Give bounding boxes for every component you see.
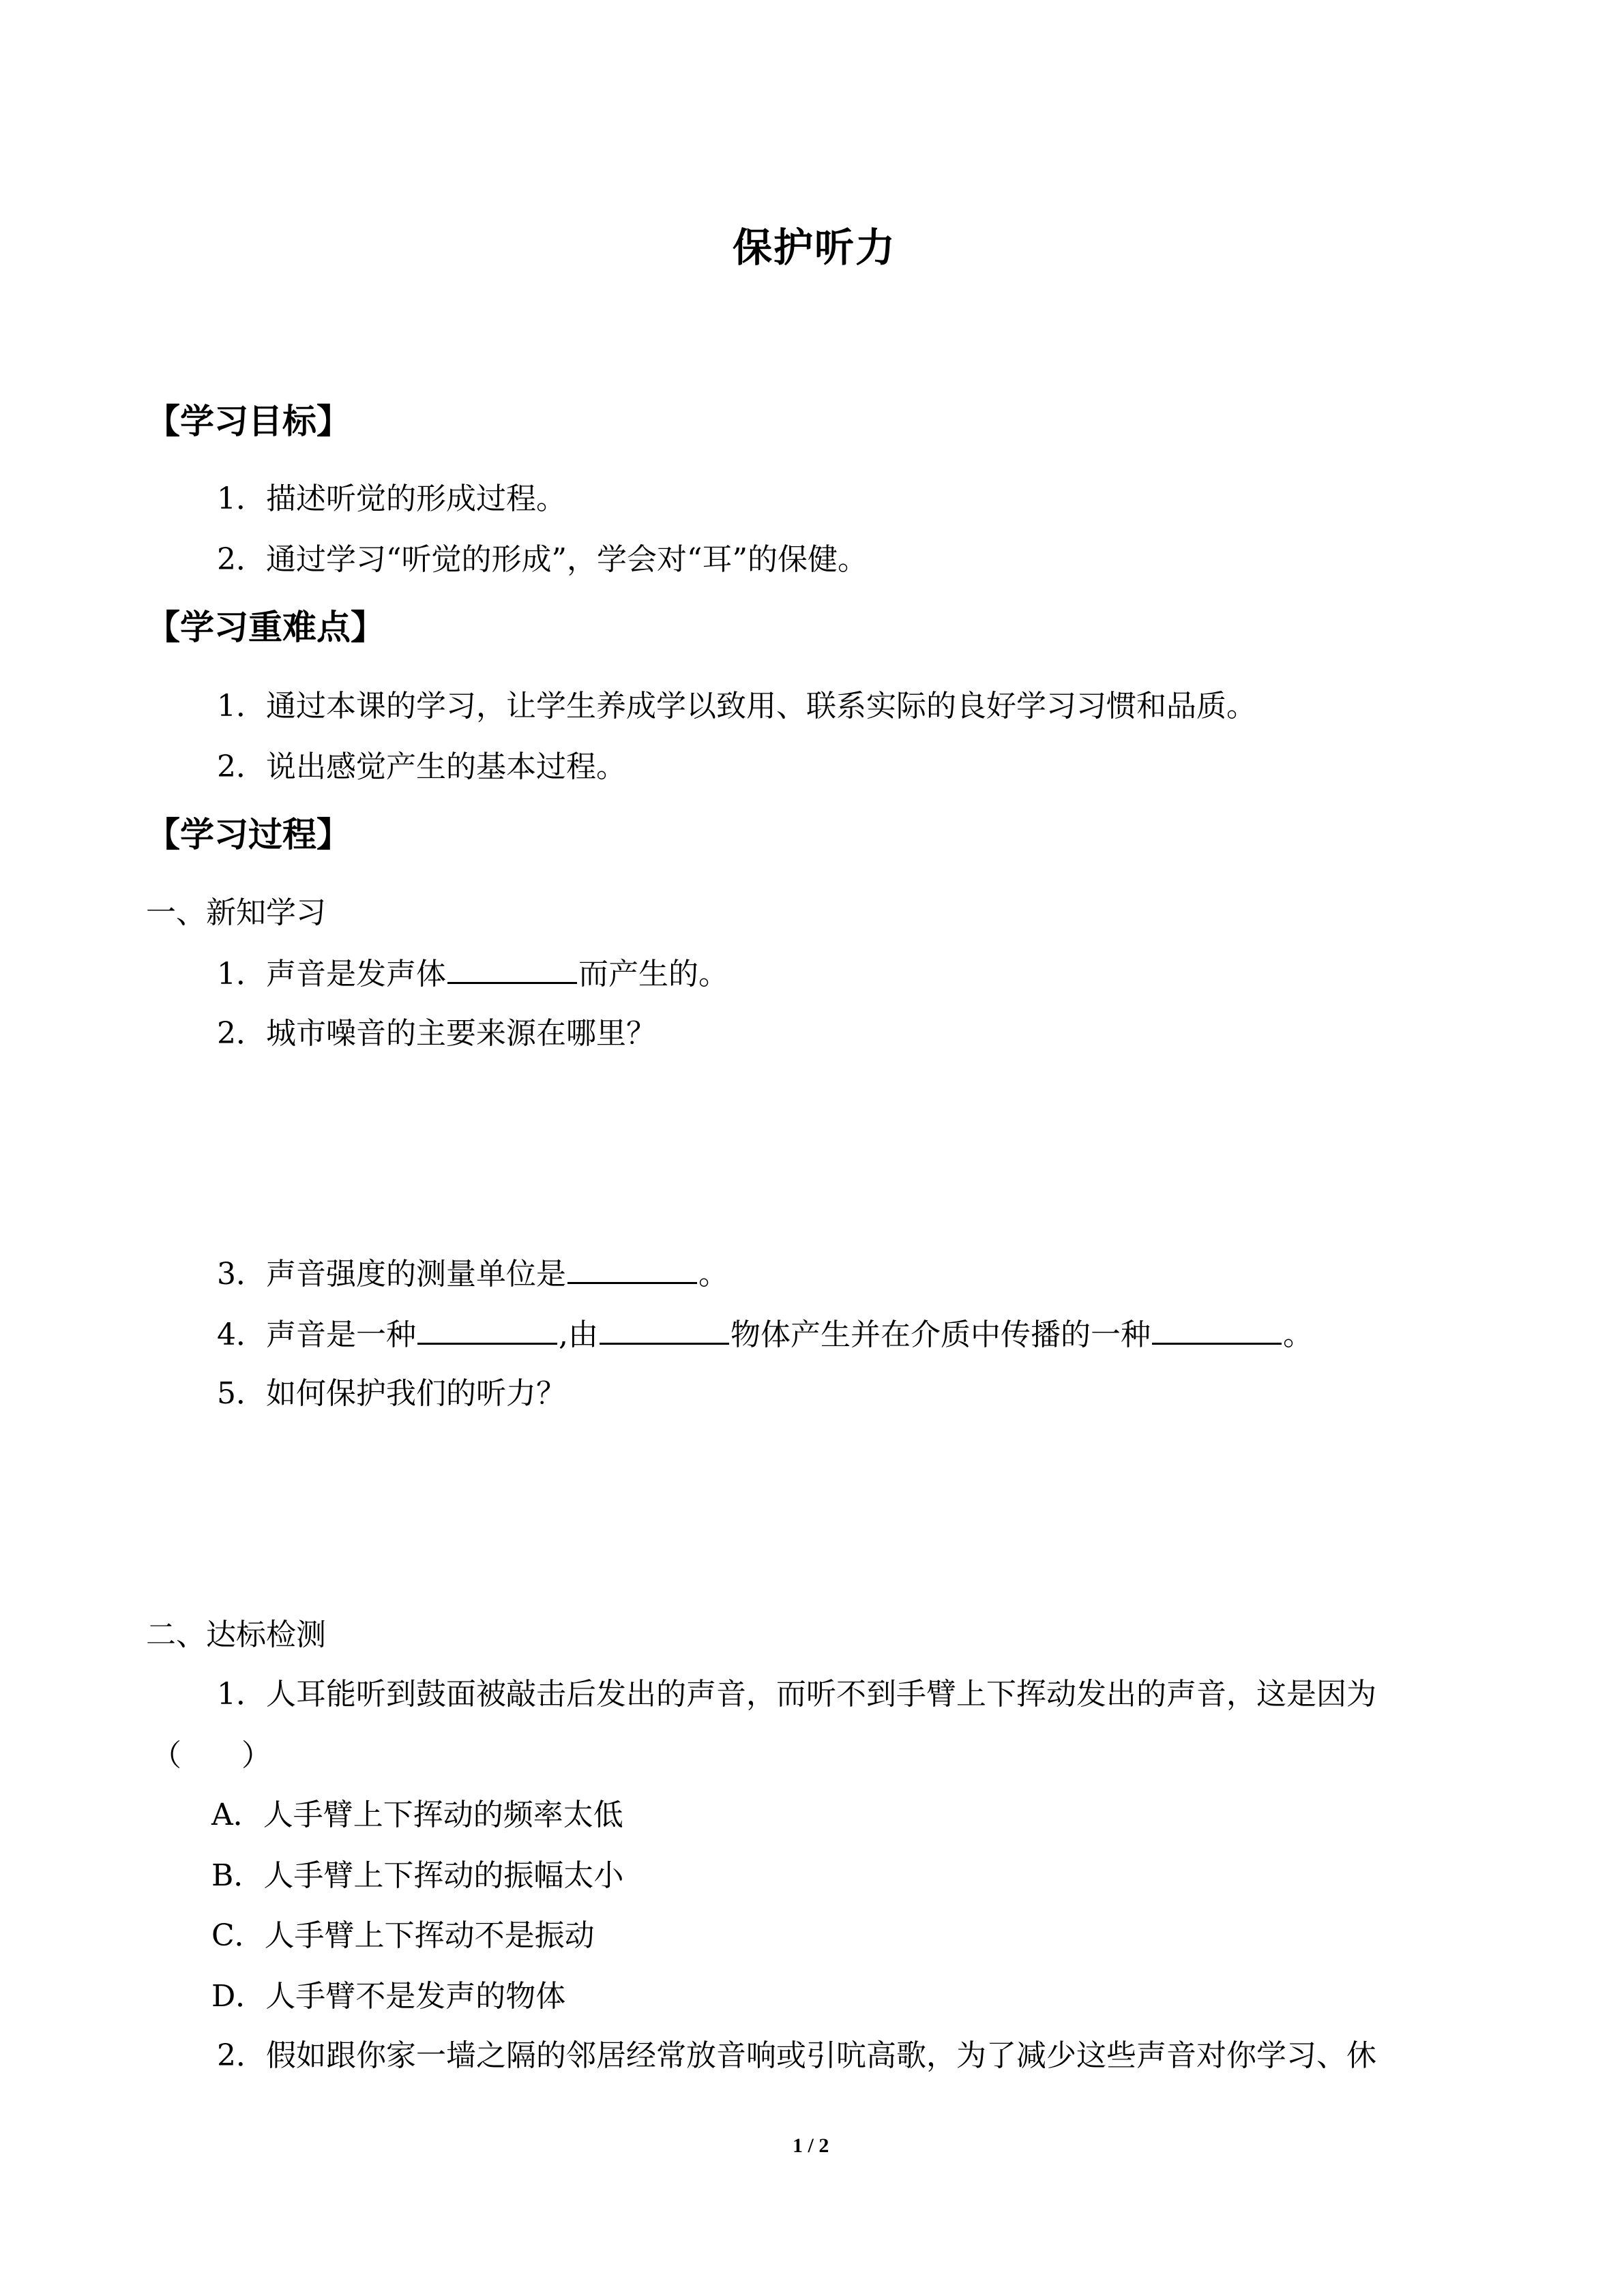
page-title: 保护听力: [733, 224, 897, 271]
question-number: 4．: [217, 1317, 266, 1352]
answer-blank[interactable]: [567, 1255, 697, 1284]
question-number: 3．: [217, 1257, 266, 1292]
answer-blank[interactable]: [600, 1315, 729, 1345]
question-text: 声音是一种: [266, 1317, 416, 1352]
option-d: D．人手臂不是发声的物体: [211, 1979, 566, 2014]
answer-blank[interactable]: [1152, 1315, 1282, 1345]
page-number: 1 / 2: [793, 2134, 829, 2157]
question-1: [217, 955, 728, 994]
question-text: 物体产生并在介质中传播的一种: [730, 1317, 1151, 1352]
question-text: 声音强度的测量单位是: [266, 1257, 566, 1292]
question-2: 2．城市噪音的主要来源在哪里？: [217, 1016, 656, 1051]
question-text: ,由: [559, 1317, 598, 1352]
question-4: [217, 1315, 1313, 1354]
question-5: 5．如何保护我们的听力？: [217, 1376, 566, 1411]
key-point-item: 2．说出感觉产生的基本过程。: [217, 749, 626, 784]
mc-question-1: 1．人耳能听到鼓面被敲击后发出的声音，而听不到手臂上下挥动发出的声音，这是因为: [217, 1677, 1376, 1712]
part2-heading: 二、达标检测: [146, 1617, 326, 1652]
goal-item: 2．通过学习“听觉的形成”，学会对“耳”的保健。: [217, 542, 868, 577]
part1-heading: 一、新知学习: [146, 895, 326, 930]
answer-blank[interactable]: [447, 955, 577, 984]
goals-heading: 【学习目标】: [146, 401, 351, 441]
mc-question-2: 2．假如跟你家一墙之隔的邻居经常放音响或引吭高歌，为了减少这些声音对你学习、休: [217, 2038, 1376, 2073]
question-3: [217, 1255, 728, 1294]
question-number: 1．: [217, 957, 266, 992]
key-points-heading: 【学习重难点】: [146, 607, 385, 647]
option-b: B．人手臂上下挥动的振幅太小: [211, 1858, 624, 1893]
option-a: A．人手臂上下挥动的频率太低: [211, 1798, 623, 1832]
answer-blank[interactable]: [417, 1315, 557, 1345]
option-c: C．人手臂上下挥动不是振动: [211, 1918, 595, 1953]
question-text: 而产生的。: [578, 957, 728, 992]
goal-item: 1．描述听觉的形成过程。: [217, 481, 566, 516]
question-text: 声音是发声体: [266, 957, 446, 992]
question-text: 。: [698, 1257, 728, 1292]
answer-parenthesis: （ ）: [151, 1738, 271, 1773]
question-text: 。: [1283, 1317, 1313, 1352]
process-heading: 【学习过程】: [146, 814, 351, 854]
key-point-item: 1．通过本课的学习，让学生养成学以致用、联系实际的良好学习习惯和品质。: [217, 689, 1256, 724]
